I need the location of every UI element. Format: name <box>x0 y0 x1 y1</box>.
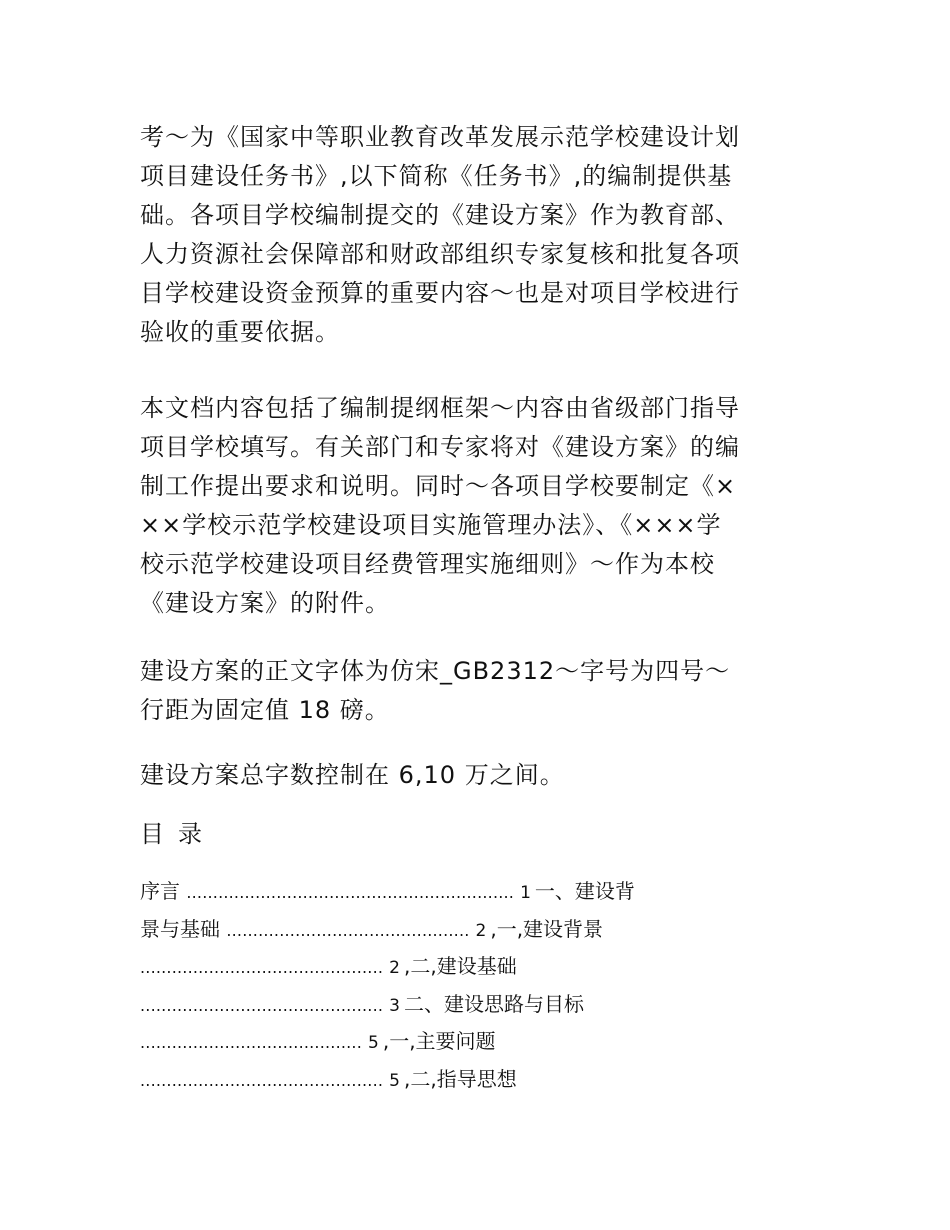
toc-page-number: 5 <box>368 1033 379 1053</box>
text-line: 行距为固定值 18 磅。 <box>140 696 390 724</box>
toc-entry-text: ,二,建设基础 <box>403 954 517 978</box>
text-line: ××学校示范学校建设项目实施管理办法》、《×××学 <box>140 511 722 539</box>
toc-page-number: 1 <box>520 883 531 903</box>
paragraph-font-spec <box>140 652 820 730</box>
toc-leader-dots: .......................................... <box>140 1033 363 1052</box>
text-line: 项目学校填写。有关部门和专家将对《建设方案》的编 <box>140 433 740 461</box>
toc-page-number: 2 <box>389 958 400 978</box>
toc-leader-dots: .............................................. <box>140 1070 384 1090</box>
toc-entry-text: ,二,指导思想 <box>403 1066 517 1091</box>
text-line: 建设方案总字数控制在 6,10 万之间。 <box>140 761 565 789</box>
toc-page-number: 2 <box>475 920 487 941</box>
paragraph-contents <box>140 389 820 623</box>
text-line: 项目建设任务书》,以下简称《任务书》,的编制提供基 <box>140 162 733 190</box>
paragraph-word-count <box>140 756 820 795</box>
text-line: 目学校建设资金预算的重要内容～也是对项目学校进行 <box>140 279 740 307</box>
text-line: 考～为《国家中等职业教育改革发展示范学校建设计划 <box>140 123 740 151</box>
text-line: 本文档内容包括了编制提纲框架～内容由省级部门指导 <box>140 394 740 422</box>
toc-entry-text: 二、建设思路与目标 <box>403 991 584 1016</box>
toc-line[interactable] <box>140 987 820 1025</box>
toc-leader-dots: .............................................. <box>140 995 384 1015</box>
table-of-contents <box>140 874 820 1099</box>
toc-lead: 景与基础 <box>140 916 227 941</box>
toc-entry-text: ,一,建设背景 <box>490 916 604 941</box>
toc-leader-dots: .............................................................. <box>186 883 515 902</box>
toc-title: 目录 <box>140 820 216 848</box>
paragraph-purpose <box>140 118 820 352</box>
text-line: 《建设方案》的附件。 <box>140 589 390 617</box>
toc-leader-dots: .............................................. <box>140 958 384 977</box>
toc-line[interactable] <box>140 1062 820 1100</box>
toc-entry-text: 一、建设背 <box>534 879 635 903</box>
toc-page-number: 3 <box>389 995 400 1016</box>
toc-entry-text: ,一,主要问题 <box>382 1029 496 1053</box>
toc-lead: 序言 <box>140 879 187 903</box>
toc-line[interactable] <box>140 1024 820 1062</box>
toc-line[interactable] <box>140 874 820 912</box>
text-line: 校示范学校建设项目经费管理实施细则》～作为本校 <box>140 550 715 578</box>
toc-leader-dots: .............................................. <box>226 920 470 940</box>
text-line: 制工作提出要求和说明。同时～各项目学校要制定《× <box>140 472 737 500</box>
text-line: 建设方案的正文字体为仿宋_GB2312～字号为四号～ <box>140 657 731 685</box>
toc-page-number: 5 <box>389 1070 400 1091</box>
toc-line[interactable] <box>140 949 820 987</box>
text-line: 人力资源社会保障部和财政部组织专家复核和批复各项 <box>140 240 740 268</box>
toc-line[interactable] <box>140 912 820 950</box>
text-line: 础。各项目学校编制提交的《建设方案》作为教育部、 <box>140 201 740 229</box>
text-line: 验收的重要依据。 <box>140 318 340 346</box>
